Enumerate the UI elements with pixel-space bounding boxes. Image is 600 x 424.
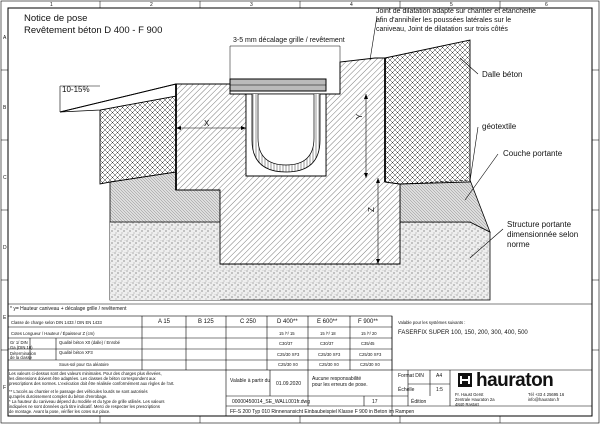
row3-d400: C30/37 [279, 341, 293, 346]
systems-list: FASERFIX SUPER 100, 150, 200, 300, 400, 500 [398, 330, 528, 336]
page-number: 17 [372, 399, 378, 405]
side-label-2: Ga (DIN 10) [10, 345, 33, 350]
dims-d400: 15 /*/ 15 [279, 331, 295, 336]
grid-row-b: B [3, 105, 7, 111]
grid-row-e: E [3, 315, 7, 321]
row4-d400: C25/30 XF3 [277, 352, 300, 357]
note-line: ** L'accès au chantier et le passage des véhicules lourds ne sont autorisés [9, 389, 148, 394]
row3-f900: C35/45 [361, 341, 375, 346]
grid-row-a: A [3, 35, 7, 41]
grid-row-d: D [3, 245, 7, 251]
row4-label: Qualité béton XF3 [59, 350, 93, 355]
company-phone: Tél +33 4 25695 16 [528, 392, 565, 397]
dimension-y-label: Y [355, 113, 365, 120]
subgrade-left [110, 222, 220, 300]
class-a15: A 15 [158, 319, 171, 325]
applicable-label: Valable pour les systèmes suivants : [398, 320, 466, 325]
table-row1-label: Classe de charge selon DIN 1433 / DIN EN 1433 [11, 320, 102, 325]
page-title-line2: Revêtement béton D 400 - F 900 [24, 25, 163, 36]
row3-label: Qualité béton X0 (dalle) / Enrobé [59, 340, 120, 345]
grid-col-4: 4 [350, 2, 353, 8]
notes-block [9, 371, 225, 414]
grid-col-5: 5 [450, 2, 453, 8]
scale-value: 1:5 [436, 387, 443, 393]
row3-e600: C30/37 [320, 341, 334, 346]
page-title-line1: Notice de pose [24, 13, 88, 24]
grid-col-1: 1 [50, 2, 53, 8]
annotation-slope: 10-15% [62, 85, 90, 94]
dims-e600: 15 /*/ 18 [320, 331, 336, 336]
note-line: * La hauteur du caniveau dépend du modèle et du type de grille utilisés. Les valeurs [9, 399, 165, 404]
grid-row-f: F [3, 385, 7, 391]
company-email: info@hauraton.fr [528, 397, 560, 402]
grid-col-2: 2 [150, 2, 153, 8]
format-value: A4 [436, 373, 443, 379]
edition-label: Édition [411, 399, 427, 405]
dimension-z-label: Z [366, 207, 376, 212]
company-logo: hauraton [476, 370, 554, 391]
class-b125: B 125 [198, 319, 214, 325]
row5-label: Sous-sol pour Ga aléatoire [59, 362, 109, 367]
company-address-3: 4840 Rastatt [455, 402, 479, 407]
annotation-joint-3: caniveau, Joint de dilatation sur trois côtés [376, 26, 508, 33]
annotation-couche: Couche portante [503, 149, 563, 158]
no-liability-1: Aucune responsabilité [312, 376, 362, 382]
row5-e600: C25/30 X0 [319, 362, 339, 367]
note-line: qu'après durcissement complet du béton d'enrobage. [9, 394, 108, 399]
slab-right [385, 40, 470, 184]
annotation-offset: 3-5 mm décalage grille / revêtement [233, 37, 345, 44]
grid-row-c: C [3, 175, 7, 181]
annotation-structure-2: dimensionnée selon [507, 230, 579, 239]
no-liability-2: pour les erreurs de pose. [312, 382, 368, 388]
company-address-2: Zentrale Hauraton 2a [455, 397, 495, 402]
annotation-structure-1: Structure portante [507, 220, 572, 229]
doc-number: 00000450014_SE_WALL001fr.dwg [232, 399, 310, 405]
annotation-joint-1: Joint de dilatation adapté sur chantier et étanchéifié [376, 8, 536, 15]
dims-f900: 15 /*/ 20 [361, 331, 377, 336]
class-e600: E 600** [317, 319, 338, 325]
grid-col-3: 3 [250, 2, 253, 8]
drawing-caption: FF-S 200 Typ 010 Rinnenansicht Einbaubeispiel Klasse F 900 in Beton im Rampen [230, 409, 415, 415]
side-label-4: de la classe [10, 355, 33, 360]
annotation-geotextile: géotextile [482, 122, 517, 131]
class-f900: F 900** [358, 319, 379, 325]
grid-col-6: 6 [545, 2, 548, 8]
row4-e600: C25/30 XF3 [318, 352, 341, 357]
class-d400: D 400** [277, 319, 298, 325]
validity-date: 01.09.2020 [276, 381, 302, 387]
validity-label: Valable à partir du [230, 378, 271, 384]
annotation-joint-2: afin d'annihiler les poussées latérales sur le [376, 17, 512, 24]
note-line: Les valeurs ci-dessus sont des valeurs minimales. Pour des charges plus élevées, [9, 371, 162, 376]
row5-f900: C25/30 X0 [360, 362, 380, 367]
table-row2-label: Cotes Longueur / Hauteur / Épaisseur Z (cm) [11, 331, 95, 336]
note-line: les dimensions doivent être adaptées. Les classes de béton correspondent aux [9, 376, 156, 381]
row4-f900: C25/30 XF3 [359, 352, 382, 357]
format-label: Format DIN [398, 373, 424, 379]
class-c250: C 250 [240, 319, 257, 325]
row5-d400: C25/30 X0 [278, 362, 298, 367]
note-line: prescriptions des normes. L'exécution doit être réalisée conformément aux règles de l'art. [9, 381, 175, 386]
slab-left [100, 96, 176, 184]
annotation-dalle: Dalle béton [482, 70, 523, 79]
side-label-3: Détermination [10, 351, 37, 356]
dimension-x-label: X [204, 119, 210, 128]
hauraton-logo-mark [458, 373, 472, 387]
note-line: indiquées ne sont données qu'à titre indicatif. Merci de respecter les prescriptions [9, 404, 160, 409]
note-line: de montage. Avant la pose, vérifier les cotes sur place. [9, 409, 111, 414]
side-label-1: Gr 1/ DIN [10, 340, 28, 345]
footnote: * y= Hauteur caniveau + décalage grille / revêtement [10, 306, 127, 312]
scale-label: Échelle [398, 387, 415, 393]
annotation-structure-3: norme [507, 240, 530, 249]
company-address-1: Fr. Haust Gerst [455, 392, 484, 397]
